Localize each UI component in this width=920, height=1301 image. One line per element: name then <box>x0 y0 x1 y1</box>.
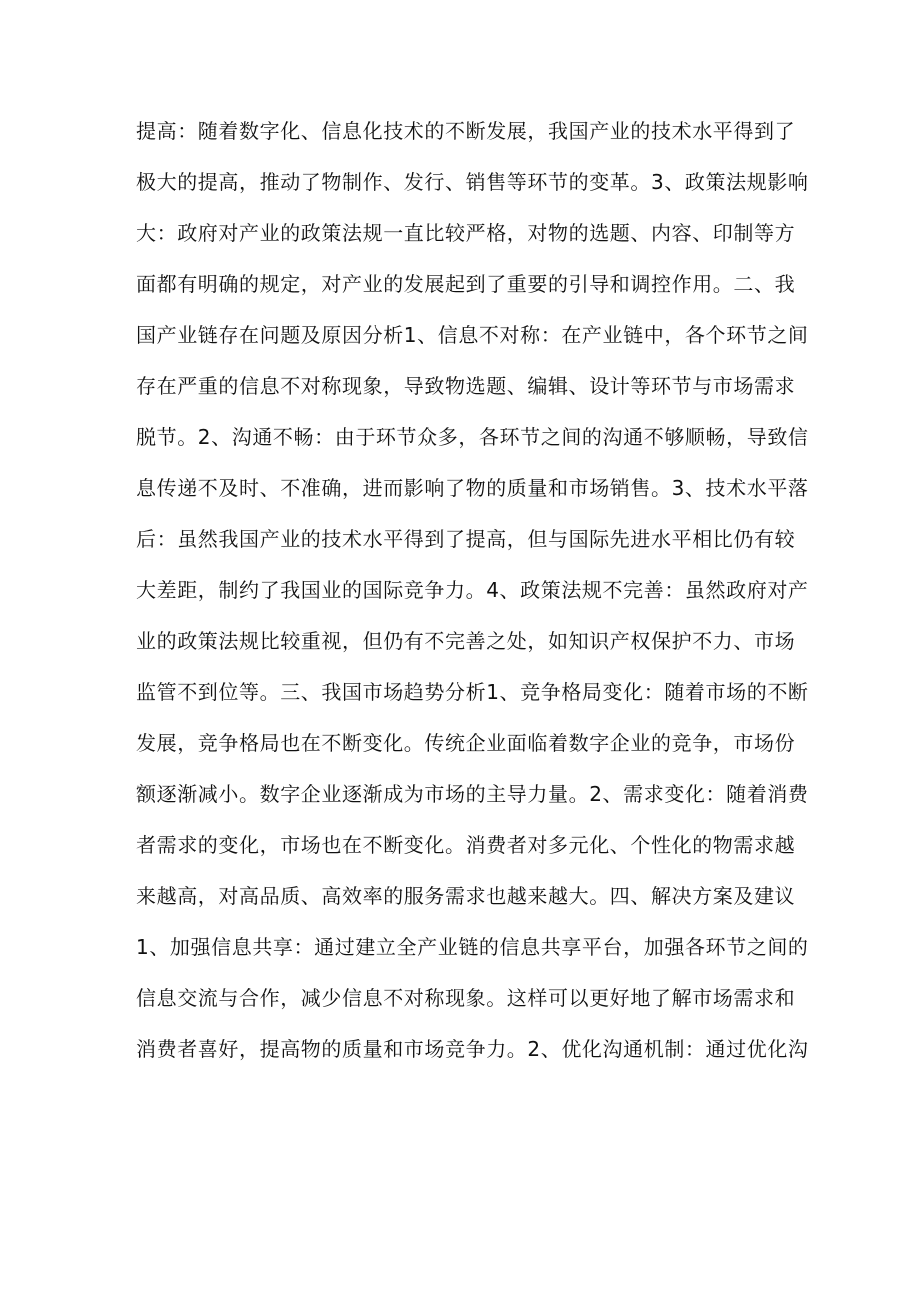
text-line: 者需求的变化，市场也在不断变化。消费者对多元化、个性化的物需求越 <box>136 833 796 857</box>
text-line: 提高：随着数字化、信息化技术的不断发展，我国产业的技术水平得到了 <box>136 119 796 143</box>
text-line: 消费者喜好，提高物的质量和市场竞争力。2、优化沟通机制：通过优化沟 <box>136 1037 809 1061</box>
body-text <box>136 106 809 1075</box>
text-line: 业的政策法规比较重视，但仍有不完善之处，如知识产权保护不力、市场 <box>136 629 796 653</box>
text-line: 后：虽然我国产业的技术水平得到了提高，但与国际先进水平相比仍有较 <box>136 527 796 551</box>
text-line: 脱节。2、沟通不畅：由于环节众多，各环节之间的沟通不够顺畅，导致信 <box>136 425 809 449</box>
text-line: 极大的提高，推动了物制作、发行、销售等环节的变革。3、政策法规影响 <box>136 170 809 194</box>
text-line: 信息交流与合作，减少信息不对称现象。这样可以更好地了解市场需求和 <box>136 986 796 1010</box>
text-line: 额逐渐减小。数字企业逐渐成为市场的主导力量。2、需求变化：随着消费 <box>136 782 809 806</box>
text-line: 国产业链存在问题及原因分析1、信息不对称：在产业链中，各个环节之间 <box>136 323 809 347</box>
text-line: 1、加强信息共享：通过建立全产业链的信息共享平台，加强各环节之间的 <box>136 935 809 959</box>
text-line: 息传递不及时、不准确，进而影响了物的质量和市场销售。3、技术水平落 <box>136 476 809 500</box>
text-line: 监管不到位等。三、我国市场趋势分析1、竞争格局变化：随着市场的不断 <box>136 680 809 704</box>
text-line: 来越高，对高品质、高效率的服务需求也越来越大。四、解决方案及建议 <box>136 884 796 908</box>
text-line: 大：政府对产业的政策法规一直比较严格，对物的选题、内容、印制等方 <box>136 221 796 245</box>
text-line: 大差距，制约了我国业的国际竞争力。4、政策法规不完善：虽然政府对产 <box>136 578 809 602</box>
text-line: 存在严重的信息不对称现象，导致物选题、编辑、设计等环节与市场需求 <box>136 374 796 398</box>
text-line: 发展，竞争格局也在不断变化。传统企业面临着数字企业的竞争，市场份 <box>136 731 796 755</box>
text-line: 面都有明确的规定，对产业的发展起到了重要的引导和调控作用。二、我 <box>136 272 796 296</box>
